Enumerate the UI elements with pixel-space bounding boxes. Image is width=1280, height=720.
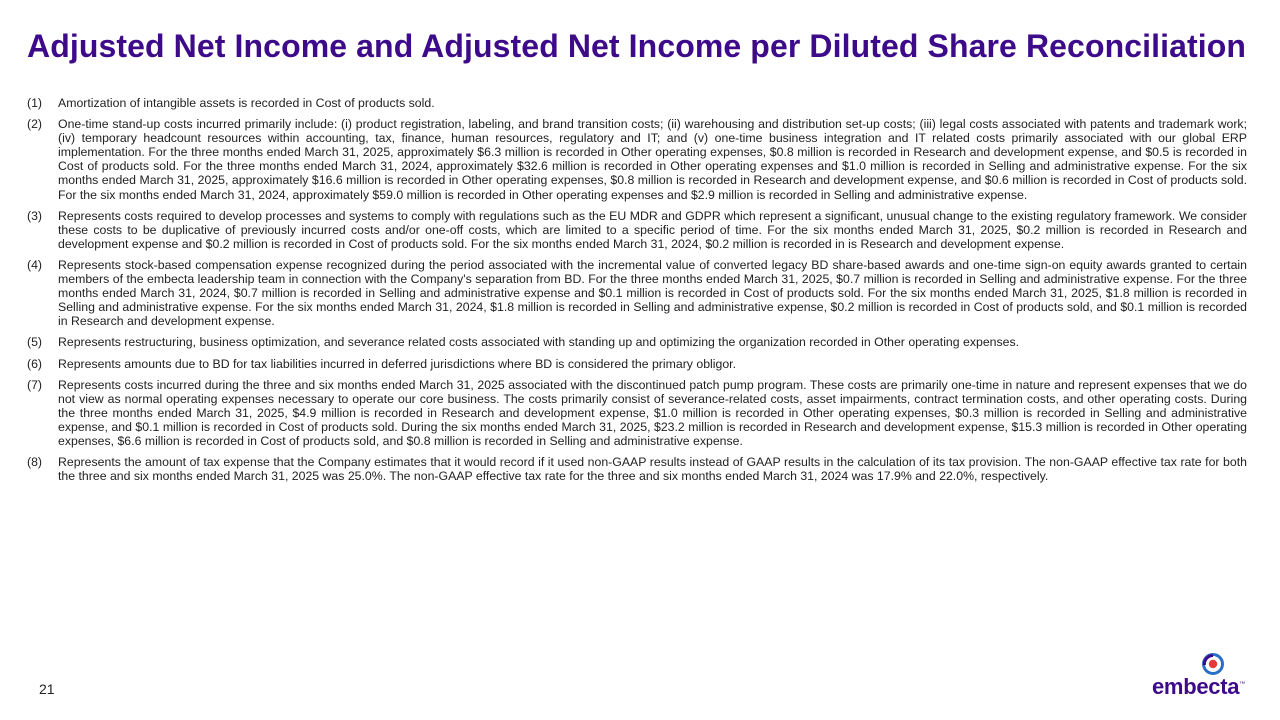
footnote-text: Amortization of intangible assets is recorded in Cost of products sold.: [58, 96, 435, 110]
footnote-text: One-time stand-up costs incurred primarily include: (i) product registration, labeling, and brand transition costs; (ii) warehousing and distribution set-up costs; (iii) legal costs associated with patents and trademark work; (iv) temporary headcount resources within accounting, tax, finance, human resources, regulatory and IT; and (v) one-time business integration and IT related costs primarily associated with our global ERP implementation. For the three months ended March 31, 2025, approximately $6.3 million is recorded in Other operating expenses, $0.8 million is recorded in Research and development expense, and $0.5 is recorded in Cost of products sold. For the three months ended March 31, 2024, approximately $32.6 million is recorded in Other operating expenses and $1.0 million is recorded in Selling and administrative expense. For the six months ended March 31, 2025, approximately $16.6 million is recorded in Other operating expenses, $0.8 million is recorded in Research and development expense, and $0.6 million is recorded in Cost of products sold. For the six months ended March 31, 2024, approximately $59.0 million is recorded in Other operating expenses and $2.9 million is recorded in Selling and administrative expense.: [58, 117, 1247, 202]
footnote-7: [27, 378, 1247, 448]
footnote-text: Represents restructuring, business optimization, and severance related costs associated with standing up and optimizing the organization recorded in Other operating expenses.: [58, 335, 1020, 350]
footnote-text: Represents costs incurred during the three and six months ended March 31, 2025 associated with the discontinued patch pump program. These costs are primarily one-time in nature and represent expenses that we do not view as normal operating expenses necessary to operate our core business. The costs primarily consist of severance-related costs, asset impairments, contract termination costs, and other operating costs. During the three months ended March 31, 2025, $4.9 million is recorded in Research and development expense, $1.0 million is recorded in Other operating expenses, $0.3 million is recorded in Selling and administrative expense, and $0.1 million is recorded in Cost of products sold. During the six months ended March 31, 2025, $23.2 million is recorded in Research and development expense, $15.3 million is recorded in Other operating expenses, $6.6 million is recorded in Cost of products sold, and $0.8 million is recorded in Selling and administrative expense.: [58, 377, 1247, 448]
footnotes-list: [27, 96, 1247, 490]
footnote-number: (3): [27, 208, 43, 223]
footnote-6: [27, 357, 1247, 371]
footnote-4: [27, 258, 1247, 328]
footnote-text: Represents amounts due to BD for tax liabilities incurred in deferred jurisdictions where BD is considered the primary obligor.: [58, 356, 737, 371]
embecta-logo: [1152, 652, 1256, 698]
logo-text: embecta: [1152, 674, 1240, 699]
footnote-number: (5): [27, 335, 43, 350]
footnote-text: Represents stock-based compensation expense recognized during the period associated with the incremental value of converted legacy BD share-based awards and one-time sign-on equity awards granted to certain members of the embecta leadership team in connection with the Company's separation from BD. For the three months ended March 31, 2025, $0.7 million is recorded in Selling and administrative expense. For the three months ended March 31, 2024, $0.7 million is recorded in Selling and administrative expense and $0.1 million is recorded in Cost of products sold. For the six months ended March 31, 2025, $1.8 million is recorded in Selling and administrative expense. For the six months ended March 31, 2024, $1.8 million is recorded in Selling and administrative expense, $0.2 million is recorded in Cost of products sold, and $0.1 million is recorded in Research and development expense.: [58, 257, 1247, 329]
page-title: Adjusted Net Income and Adjusted Net Income per Diluted Share Reconciliation: [27, 28, 1247, 64]
footnote-number: (2): [27, 117, 43, 132]
footnote-number: (8): [27, 455, 43, 470]
footnote-3: [27, 209, 1247, 251]
logo-trademark: ™: [1239, 681, 1245, 688]
footnote-text: Represents costs required to develop processes and systems to comply with regulations such as the EU MDR and GDPR which represent a significant, unusual change to the existing regulatory framework. We consider these costs to be duplicative of previously incurred costs and/or one-off costs, which are limited to a specific period of time. For the six months ended March 31, 2025, $0.2 million is recorded in Research and development expense and $0.2 million is recorded in Cost of products sold. For the six months ended March 31, 2024, $0.2 million is recorded in is Research and development expense.: [58, 208, 1247, 251]
footnote-text: Represents the amount of tax expense that the Company estimates that it would record if it used non-GAAP results instead of GAAP results in the calculation of its tax provision. The non-GAAP effective tax rate for both the three and six months ended March 31, 2025 was 25.0%. The non-GAAP effective tax rate for the three and six months ended March 31, 2024 was 17.9% and 22.0%, respectively.: [58, 455, 1247, 484]
footnote-number: (7): [27, 377, 43, 392]
footnote-8: [27, 455, 1247, 483]
embecta-ring-logo-icon: [1201, 652, 1225, 676]
footnote-number: (1): [27, 96, 43, 110]
logo-wordmark: [1152, 674, 1256, 700]
footnote-1: [27, 96, 1247, 110]
page-number: 21: [39, 681, 55, 697]
footnote-2: [27, 117, 1247, 202]
footnote-number: (6): [27, 356, 43, 371]
footnote-5: [27, 335, 1247, 349]
footnote-number: (4): [27, 257, 43, 272]
